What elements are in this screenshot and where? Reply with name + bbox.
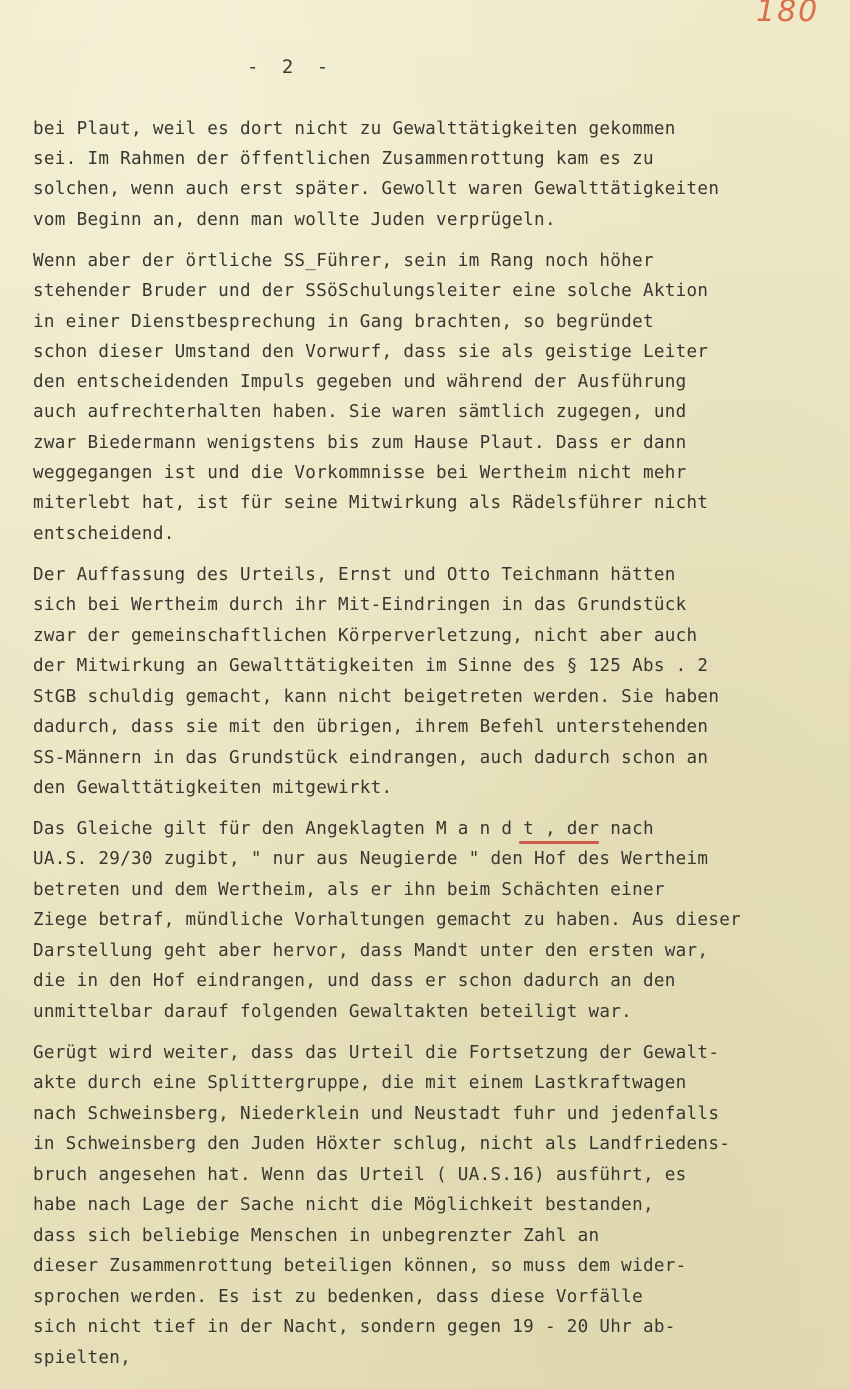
text-line: dadurch, dass sie mit den übrigen, ihrem Befehl unterstehenden	[33, 717, 709, 737]
text-line: Ziege betraf, mündliche Vorhaltungen gemacht zu haben. Aus dieser	[33, 910, 742, 930]
text-line: den entscheidenden Impuls gegeben und während der Ausführung	[33, 372, 687, 392]
text-line: der Mitwirkung an Gewalttätigkeiten im Sinne des § 125 Abs . 2	[33, 656, 709, 676]
text-line: akte durch eine Splittergruppe, die mit einem Lastkraftwagen	[33, 1073, 687, 1093]
text-line: sich bei Wertheim durch ihr Mit-Eindringen in das Grundstück	[33, 595, 687, 615]
text-line: Der Auffassung des Urteils, Ernst und Otto Teichmann hätten	[33, 565, 676, 585]
text-line: Das Gleiche gilt für den Angeklagten M a n d t , der nach	[33, 819, 654, 839]
text-line: vom Beginn an, denn man wollte Juden verprügeln.	[33, 210, 556, 230]
text-line: schon dieser Umstand den Vorwurf, dass sie als geistige Leiter	[33, 342, 709, 362]
text-line: dass sich beliebige Menschen in unbegrenzter Zahl an	[33, 1226, 600, 1246]
text-line: in einer Dienstbesprechung in Gang brachten, so begründet	[33, 312, 654, 332]
red-pencil-underline	[519, 841, 599, 844]
text-line: den Gewalttätigkeiten mitgewirkt.	[33, 778, 393, 798]
text-line: stehender Bruder und der SSöSchulungsleiter eine solche Aktion	[33, 281, 709, 301]
text-line: SS-Männern in das Grundstück eindrangen, auch dadurch schon an	[33, 748, 709, 768]
text-line: unmittelbar darauf folgenden Gewaltakten beteiligt war.	[33, 1002, 633, 1022]
text-line: dieser Zusammenrottung beteiligen können, so muss dem wider-	[33, 1256, 687, 1276]
text-line: in Schweinsberg den Juden Höxter schlug, nicht als Landfriedens-	[33, 1134, 731, 1154]
text-line: bei Plaut, weil es dort nicht zu Gewalttätigkeiten gekommen	[33, 119, 676, 139]
text-line: Wenn aber der örtliche SS_Führer, sein im Rang noch höher	[33, 251, 654, 271]
text-line: spielten,	[33, 1348, 132, 1368]
text-line: sich nicht tief in der Nacht, sondern gegen 19 - 20 Uhr ab-	[33, 1317, 676, 1337]
text-line: UA.S. 29/30 zugibt, " nur aus Neugierde " den Hof des Wertheim	[33, 849, 709, 869]
text-line: habe nach Lage der Sache nicht die Möglichkeit bestanden,	[33, 1195, 654, 1215]
archive-page-number: 180	[756, 0, 820, 29]
text-line: sei. Im Rahmen der öffentlichen Zusammenrottung kam es zu	[33, 149, 654, 169]
text-line: miterlebt hat, ist für seine Mitwirkung als Rädelsführer nicht	[33, 493, 709, 513]
text-line: bruch angesehen hat. Wenn das Urteil ( UA.S.16) ausführt, es	[33, 1165, 687, 1185]
text-line: zwar der gemeinschaftlichen Körperverletzung, nicht aber auch	[33, 626, 698, 646]
text-line: betreten und dem Wertheim, als er ihn beim Schächten einer	[33, 880, 665, 900]
text-line: auch aufrechterhalten haben. Sie waren sämtlich zugegen, und	[33, 402, 687, 422]
text-line: Gerügt wird weiter, dass das Urteil die Fortsetzung der Gewalt-	[33, 1043, 720, 1063]
text-line: StGB schuldig gemacht, kann nicht beigetreten werden. Sie haben	[33, 687, 720, 707]
text-line: entscheidend.	[33, 524, 175, 544]
text-line: die in den Hof eindrangen, und dass er schon dadurch an den	[33, 971, 676, 991]
text-line: solchen, wenn auch erst später. Gewollt waren Gewalttätigkeiten	[33, 179, 720, 199]
text-line: zwar Biedermann wenigstens bis zum Hause Plaut. Dass er dann	[33, 433, 687, 453]
text-line: Darstellung geht aber hervor, dass Mandt unter den ersten war,	[33, 941, 709, 961]
page-number: - 2 -	[247, 56, 335, 78]
text-line: sprochen werden. Es ist zu bedenken, dass diese Vorfälle	[33, 1287, 643, 1307]
text-line: weggegangen ist und die Vorkommnisse bei Wertheim nicht mehr	[33, 463, 687, 483]
text-line: nach Schweinsberg, Niederklein und Neustadt fuhr und jedenfalls	[33, 1104, 720, 1124]
